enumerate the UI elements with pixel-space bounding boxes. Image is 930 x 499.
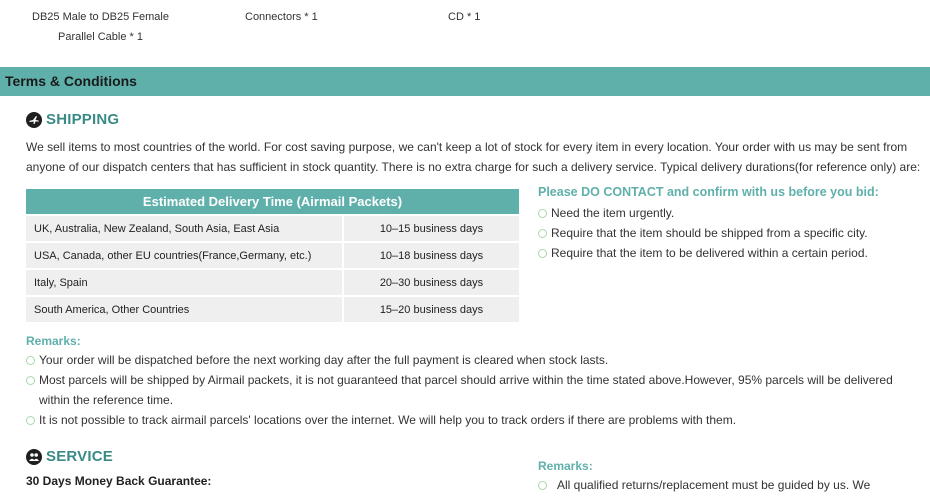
table-row: [26, 243, 519, 268]
contact-notice: [538, 185, 918, 263]
table-row: [26, 216, 519, 241]
list-item: Most parcels will be shipped by Airmail packets, it is not guaranteed that parcel should arrive within the time stated above.However, 95% parcels will be delivered within the reference time.: [26, 370, 916, 410]
shipping-remarks: [26, 334, 916, 430]
package-item-connectors: Connectors * 1: [245, 11, 318, 23]
remarks-list: [538, 475, 918, 495]
list-item: It is not possible to track airmail parcels' locations over the internet. We will help you to track orders if there are problems with them.: [26, 410, 916, 430]
time-cell: 20–30 business days: [342, 270, 519, 295]
guarantee-title: 30 Days Money Back Guarantee:: [26, 474, 212, 488]
table-row: [26, 270, 519, 295]
region-cell: UK, Australia, New Zealand, South Asia, East Asia: [26, 216, 342, 241]
package-item-cd: CD * 1: [448, 11, 481, 23]
list-item: Require that the item to be delivered within a certain period.: [538, 243, 918, 263]
delivery-table-header: Estimated Delivery Time (Airmail Packets): [142, 194, 403, 209]
shipping-title: SHIPPING: [46, 111, 120, 128]
package-item-cable: DB25 Male to DB25 Female: [32, 11, 169, 23]
region-cell: Italy, Spain: [26, 270, 342, 295]
remarks-list: [26, 350, 916, 430]
package-item-cable-line2: Parallel Cable * 1: [58, 31, 143, 43]
terms-conditions-title: Terms & Conditions: [5, 73, 137, 89]
service-remarks: [538, 459, 918, 495]
list-item: Need the item urgently.: [538, 203, 918, 223]
remarks-title: Remarks:: [26, 334, 81, 348]
list-item: All qualified returns/replacement must be guided by us. We: [538, 475, 918, 495]
contact-title: Please DO CONTACT and confirm with us before you bid:: [538, 185, 879, 199]
service-heading: [26, 448, 113, 465]
region-cell: South America, Other Countries: [26, 297, 342, 322]
airplane-icon: [26, 112, 42, 128]
remarks-title: Remarks:: [538, 459, 593, 473]
contact-list: [538, 203, 918, 263]
time-cell: 15–20 business days: [342, 297, 519, 322]
terms-conditions-bar: [0, 67, 930, 96]
delivery-table-header-row: [26, 189, 519, 214]
time-cell: 10–15 business days: [342, 216, 519, 241]
list-item: Your order will be dispatched before the next working day after the full payment is cleared when stock lasts.: [26, 350, 916, 370]
time-cell: 10–18 business days: [342, 243, 519, 268]
region-cell: USA, Canada, other EU countries(France,Germany, etc.): [26, 243, 342, 268]
list-item: Require that the item should be shipped from a specific city.: [538, 223, 918, 243]
shipping-heading: [26, 111, 119, 128]
service-title: SERVICE: [46, 448, 113, 465]
delivery-time-table: [26, 187, 519, 324]
people-icon: [26, 449, 42, 465]
shipping-intro: We sell items to most countries of the world. For cost saving purpose, we can't keep a lot of stock for every item in every location. Your order with us may be sent from anyone of our dispatch centers that has sufficient in stock quantity. There is no extra charge for such a delivery service. Typical delivery durations(for reference only) are:: [26, 140, 921, 174]
table-row: [26, 297, 519, 322]
